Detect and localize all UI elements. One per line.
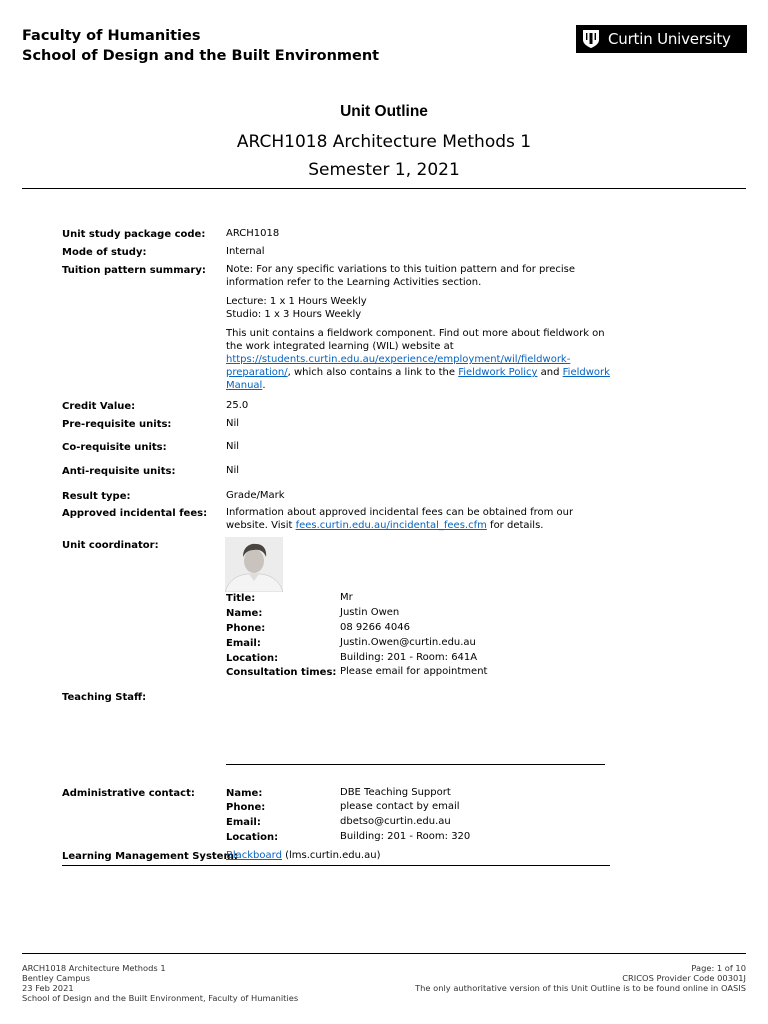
coordinator-title-label: Title: bbox=[226, 593, 256, 604]
footer-campus: Bentley Campus bbox=[22, 973, 91, 983]
school-name: School of Design and the Built Environment bbox=[22, 48, 380, 64]
tuition-label: Tuition pattern summary: bbox=[62, 265, 206, 276]
admin-label: Administrative contact: bbox=[62, 788, 195, 799]
prereq-value: Nil bbox=[226, 418, 240, 429]
package-code-label: Unit study package code: bbox=[62, 229, 206, 240]
logo-text: Curtin University bbox=[608, 30, 731, 48]
blackboard-link[interactable]: Blackboard bbox=[226, 850, 282, 861]
admin-location-label: Location: bbox=[226, 832, 279, 843]
credit-label: Credit Value: bbox=[62, 401, 136, 412]
footer-page: Page: 1 of 10 bbox=[691, 963, 746, 973]
result-label: Result type: bbox=[62, 491, 131, 502]
fees-text: Information about approved incidental fees can be obtained from our website. Visit bbox=[226, 507, 574, 531]
title-divider bbox=[22, 188, 746, 189]
admin-name: DBE Teaching Support bbox=[340, 787, 451, 798]
lms-divider bbox=[62, 865, 610, 866]
coordinator-location: Building: 201 - Room: 641A bbox=[340, 652, 478, 663]
footer-cricos: CRICOS Provider Code 00301J bbox=[622, 973, 746, 983]
lms-info bbox=[226, 849, 610, 862]
teaching-staff-divider bbox=[226, 764, 605, 765]
fieldwork-mid-text: , which also contains a link to the bbox=[287, 367, 456, 378]
coordinator-photo bbox=[225, 537, 283, 592]
coordinator-name-label: Name: bbox=[226, 608, 263, 619]
fieldwork-policy-link[interactable]: Fieldwork Policy bbox=[458, 367, 538, 378]
fieldwork-info bbox=[226, 327, 610, 392]
studio-pattern: Studio: 1 x 3 Hours Weekly bbox=[226, 309, 362, 320]
admin-phone: please contact by email bbox=[340, 801, 460, 812]
footer-unit: ARCH1018 Architecture Methods 1 bbox=[22, 963, 166, 973]
admin-location: Building: 201 - Room: 320 bbox=[340, 831, 471, 842]
footer-date: 23 Feb 2021 bbox=[22, 983, 74, 993]
faculty-header bbox=[22, 26, 379, 66]
mode-label: Mode of study: bbox=[62, 247, 147, 258]
mode-value: Internal bbox=[226, 246, 265, 257]
lecture-pattern: Lecture: 1 x 1 Hours Weekly bbox=[226, 296, 367, 307]
coordinator-email-label: Email: bbox=[226, 638, 261, 649]
footer-authoritative: The only authoritative version of this Unit Outline is to be found online in OASIS bbox=[415, 983, 746, 993]
antireq-label: Anti-requisite units: bbox=[62, 466, 176, 477]
fees-info bbox=[226, 506, 610, 532]
fieldwork-and-text: and bbox=[540, 367, 560, 378]
coordinator-phone-label: Phone: bbox=[226, 623, 266, 634]
coordinator-label: Unit coordinator: bbox=[62, 540, 159, 551]
unit-title: ARCH1018 Architecture Methods 1 bbox=[236, 132, 532, 152]
teaching-staff-label: Teaching Staff: bbox=[62, 692, 147, 703]
unit-outline-heading: Unit Outline bbox=[340, 103, 428, 120]
coordinator-consult: Please email for appointment bbox=[340, 666, 488, 677]
fieldwork-url-link[interactable]: https://students.curtin.edu.au/experience/employment/wil/fieldwork-preparation/ bbox=[226, 354, 571, 378]
coordinator-consult-label: Consultation times: bbox=[226, 667, 337, 678]
footer-right bbox=[415, 963, 746, 993]
admin-email-label: Email: bbox=[226, 817, 261, 828]
faculty-name: Faculty of Humanities bbox=[22, 28, 201, 44]
coordinator-title: Mr bbox=[340, 592, 353, 603]
curtin-logo bbox=[576, 25, 747, 53]
admin-email: dbetso@curtin.edu.au bbox=[340, 816, 451, 827]
lms-suffix: (lms.curtin.edu.au) bbox=[285, 850, 381, 861]
footer-divider bbox=[22, 953, 746, 954]
fieldwork-end-text: . bbox=[262, 380, 266, 391]
coreq-value: Nil bbox=[226, 441, 240, 452]
fees-link[interactable]: fees.curtin.edu.au/incidental_fees.cfm bbox=[295, 520, 487, 531]
footer-school: School of Design and the Built Environment, Faculty of Humanities bbox=[22, 993, 299, 1003]
fieldwork-manual-link[interactable]: Fieldwork Manual bbox=[226, 367, 610, 391]
package-code-value: ARCH1018 bbox=[226, 228, 280, 239]
admin-phone-label: Phone: bbox=[226, 802, 266, 813]
fees-label: Approved incidental fees: bbox=[62, 508, 208, 519]
coordinator-name: Justin Owen bbox=[340, 607, 400, 618]
result-value: Grade/Mark bbox=[226, 490, 285, 501]
lms-label: Learning Management System: bbox=[62, 851, 238, 862]
footer-left bbox=[22, 963, 298, 1003]
credit-value: 25.0 bbox=[226, 400, 249, 411]
prereq-label: Pre-requisite units: bbox=[62, 419, 172, 430]
coordinator-phone: 08 9266 4046 bbox=[340, 622, 410, 633]
admin-name-label: Name: bbox=[226, 788, 263, 799]
coordinator-location-label: Location: bbox=[226, 653, 279, 664]
antireq-value: Nil bbox=[226, 465, 240, 476]
coreq-label: Co-requisite units: bbox=[62, 442, 167, 453]
coordinator-email: Justin.Owen@curtin.edu.au bbox=[340, 637, 476, 648]
fieldwork-text: This unit contains a fieldwork component. Find out more about fieldwork on the work integrated learning (WIL) website at bbox=[226, 328, 605, 352]
fees-end-text: for details. bbox=[490, 520, 544, 531]
semester-title: Semester 1, 2021 bbox=[308, 160, 460, 180]
tuition-note: Note: For any specific variations to this tuition pattern and for precise information refer to the Learning Activities section. bbox=[226, 264, 576, 288]
crest-icon bbox=[582, 29, 600, 49]
